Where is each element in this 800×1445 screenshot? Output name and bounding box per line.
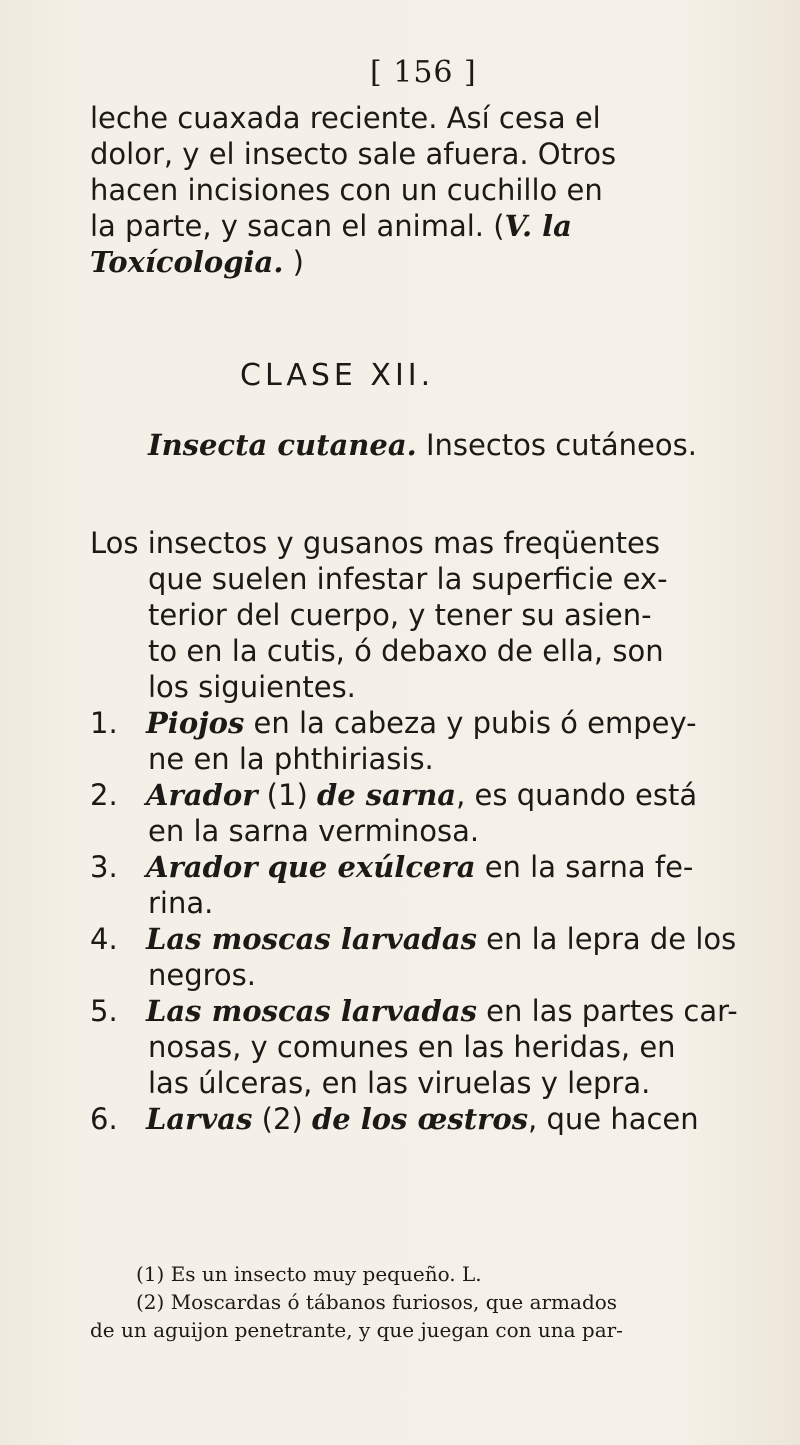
list-item — [90, 1101, 770, 1137]
item-number: 2. — [90, 778, 118, 812]
item-number: 1. — [90, 706, 118, 740]
reference-italic: Toxícologia. — [90, 245, 284, 279]
list-item — [90, 705, 770, 741]
list-item-cont: las úlceras, en las viruelas y lepra. — [148, 1066, 651, 1100]
paragraph-line: Los insectos y gusanos mas freqüentes — [90, 526, 661, 560]
intro-line — [90, 208, 770, 244]
chapter-heading: CLASE XII. — [240, 358, 435, 393]
main-paragraph — [90, 525, 770, 705]
paragraph-line: to en la cutis, ó debaxo de ella, son — [148, 634, 664, 668]
footnotes — [90, 1260, 790, 1344]
item-name: de sarna — [316, 778, 457, 812]
item-name: Arador — [146, 778, 258, 812]
footnote: (2) Moscardas ó tábanos furiosos, que armados — [136, 1290, 618, 1314]
item-number: 6. — [90, 1102, 118, 1136]
item-name: Larvas — [146, 1102, 253, 1136]
intro-line — [90, 244, 770, 280]
item-text: en la cabeza y pubis ó empey- — [244, 706, 697, 740]
list-item-cont: ne en la phthiriasis. — [148, 742, 434, 776]
list-item-cont: negros. — [148, 958, 256, 992]
intro-line: dolor, y el insecto sale afuera. Otros — [90, 137, 617, 171]
item-name: Las moscas larvadas — [146, 994, 477, 1028]
list-item-cont: nosas, y comunes en las heridas, en — [148, 1030, 676, 1064]
chapter-subheading — [148, 428, 697, 462]
paragraph-line: terior del cuerpo, y tener su asien- — [148, 598, 652, 632]
page-number: [ 156 ] — [370, 55, 477, 90]
intro-line-text: ) — [292, 245, 304, 279]
spanish-title: Insectos cutáneos. — [425, 428, 697, 462]
list-item — [90, 993, 770, 1029]
list-item — [90, 777, 770, 813]
item-text: (1) — [257, 778, 317, 812]
item-text: (2) — [252, 1102, 312, 1136]
item-text: , es quando está — [456, 778, 698, 812]
item-text: en las partes car- — [476, 994, 738, 1028]
item-number: 4. — [90, 922, 118, 956]
intro-line-text: la parte, y sacan el animal. ( — [90, 209, 505, 243]
item-name: Piojos — [146, 706, 245, 740]
list-item — [90, 921, 770, 957]
list-item — [90, 849, 770, 885]
item-text: , que hacen — [528, 1102, 699, 1136]
item-name: de los œstros — [311, 1102, 529, 1136]
intro-line: hacen incisiones con un cuchillo en — [90, 173, 603, 207]
intro-line: leche cuaxada reciente. Así cesa el — [90, 101, 601, 135]
item-name: Arador que exúlcera — [146, 850, 476, 884]
footnote: (1) Es un insecto muy pequeño. L. — [136, 1262, 482, 1286]
insect-list — [90, 705, 770, 1137]
item-name: Las moscas larvadas — [146, 922, 477, 956]
item-number: 3. — [90, 850, 118, 884]
item-text: en la lepra de los — [476, 922, 737, 956]
paragraph-line: que suelen infestar la superficie ex- — [148, 562, 668, 596]
list-item-cont: en la sarna verminosa. — [148, 814, 480, 848]
item-number: 5. — [90, 994, 118, 1028]
intro-text — [90, 100, 770, 280]
footnote-continuation: de un aguijon penetrante, y que juegan con una par- — [90, 1318, 623, 1342]
paragraph-line: los siguientes. — [148, 670, 356, 704]
item-text: en la sarna fe- — [475, 850, 694, 884]
latin-title: Insecta cutanea. — [148, 428, 417, 462]
reference-italic: V. la — [504, 209, 572, 243]
list-item-cont: rina. — [148, 886, 214, 920]
